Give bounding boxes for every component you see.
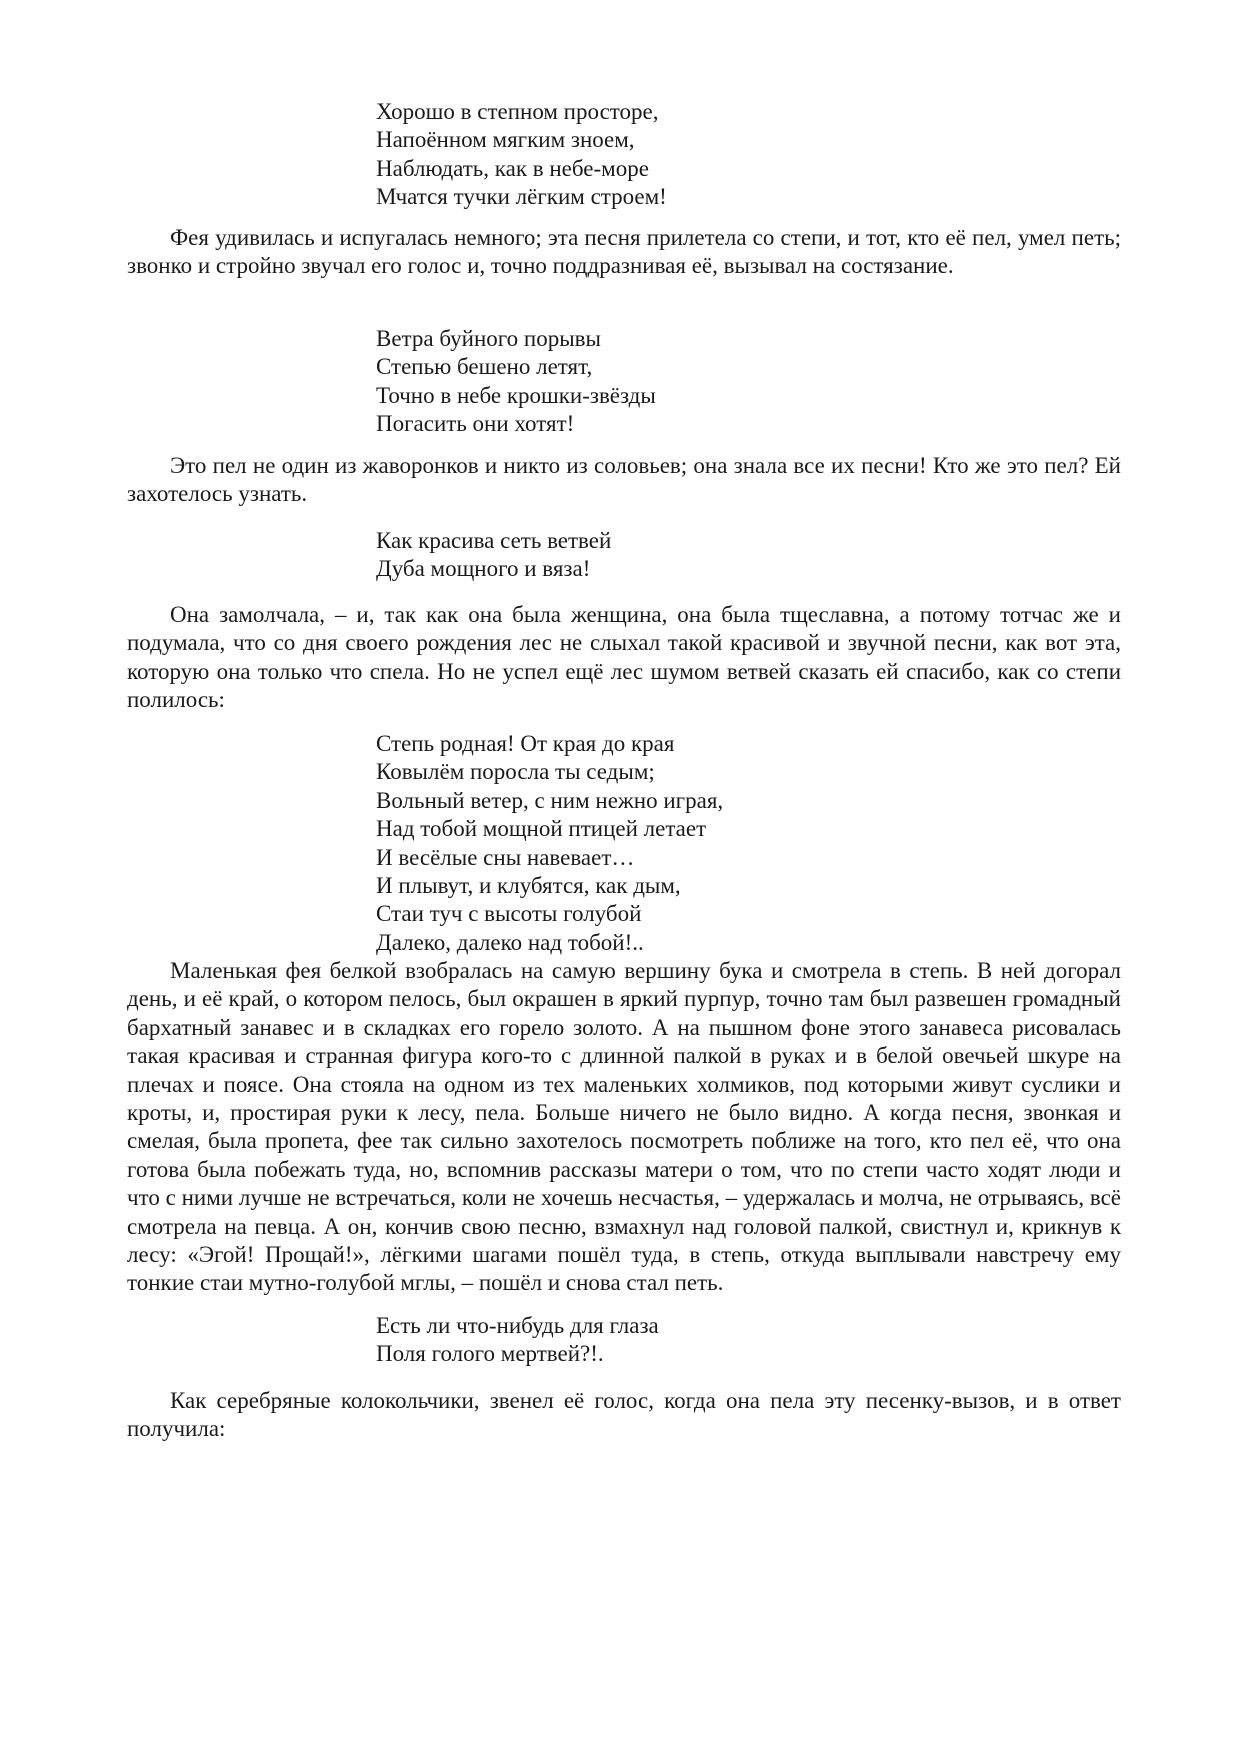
paragraph-3: Она замолчала, – и, так как она была женщина, она была тщеславна, а потому тотчас же и подумала, что со дня своего рождения лес не слыхал такой красивой и звучной песни, как вот эта, которую она только что спела. Но не успел ещё лес шумом ветвей сказать ей спасибо, как со степи полилось: <box>127 602 1121 713</box>
verse-line: Хорошо в степном просторе, <box>376 99 659 124</box>
paragraph-4: Маленькая фея белкой взобралась на самую вершину бука и смотрела в степь. В ней догорал день, и её край, о котором пелось, был окрашен в яркий пурпур, точно там был развешен громадный бархатный занавес и в складках его горело золото. А на пышном фоне этого занавеса рисовалась такая красивая и странная фигура кого-то с длинной палкой в руках и в белой овечьей шкуре на плечах и поясе. Она стояла на одном из тех маленьких холмиков, под которыми живут суслики и кроты, и, простирая руки к лесу, пела. Больше ничего не было видно. А когда песня, звонкая и смелая, была пропета, фее так сильно захотелось посмотреть поближе на того, кто пел её, что она готова была побежать туда, но, вспомнив рассказы матери о том, что по степи часто ходят люди и что с ними лучше не встречаться, коли не хочешь несчастья, – удержалась и молча, не отрываясь, всё смотрела на певца. А он, кончив свою песню, взмахнул над головой палкой, свистнул и, крикнув к лесу: «Эгой! Прощай!», лёгкими шагами пошёл туда, в степь, откуда выплывали навстречу ему тонкие стаи мутно-голубой мглы, – пошёл и снова стал петь. <box>127 958 1121 1296</box>
verse-line: Над тобой мощной птицей летает <box>376 816 707 842</box>
verse-line: И весёлые сны навевает… <box>376 844 635 870</box>
verse-line: Степь родная! От края до края <box>376 731 675 756</box>
stanza-1 <box>376 98 667 212</box>
verse-line: И плывут, и клубятся, как дым, <box>376 873 681 899</box>
stanza-4 <box>376 730 723 957</box>
verse-line: Вольный ветер, с ним нежно играя, <box>376 787 724 813</box>
stanza-3 <box>376 527 611 584</box>
verse-line: Дуба мощного и вяза! <box>376 556 591 582</box>
verse-line: Как красива сеть ветвей <box>376 528 612 553</box>
verse-line: Ковылём поросла ты седым; <box>376 759 655 785</box>
verse-line: Стаи туч с высоты голубой <box>376 901 642 927</box>
verse-line: Степью бешено летят, <box>376 354 593 380</box>
stanza-5 <box>376 1312 659 1369</box>
verse-line: Наблюдать, как в небе-море <box>376 155 649 181</box>
paragraph-5: Как серебряные колокольчики, звенел её голос, когда она пела эту песенку-вызов, и в ответ получила: <box>127 1388 1121 1442</box>
verse-line: Ветра буйного порывы <box>376 326 601 351</box>
verse-line: Есть ли что-нибудь для глаза <box>376 1313 659 1338</box>
verse-line: Точно в небе крошки-звёзды <box>376 382 656 408</box>
verse-line: Погасить они хотят! <box>376 411 575 437</box>
paragraph-2: Это пел не один из жаворонков и никто из соловьев; она знала все их песни! Кто же это пел? Ей захотелось узнать. <box>127 453 1121 507</box>
verse-line: Далеко, далеко над тобой!.. <box>376 929 644 955</box>
paragraph-1: Фея удивилась и испугалась немного; эта песня прилетела со степи, и тот, кто её пел, умел петь; звонко и стройно звучал его голос и, точно поддразнивая её, вызывал на состязание. <box>127 225 1121 279</box>
verse-line: Напоённом мягким зноем, <box>376 127 635 153</box>
verse-line: Мчатся тучки лёгким строем! <box>376 184 667 210</box>
verse-line: Поля голого мертвей?!. <box>376 1341 604 1367</box>
stanza-2 <box>376 325 656 439</box>
